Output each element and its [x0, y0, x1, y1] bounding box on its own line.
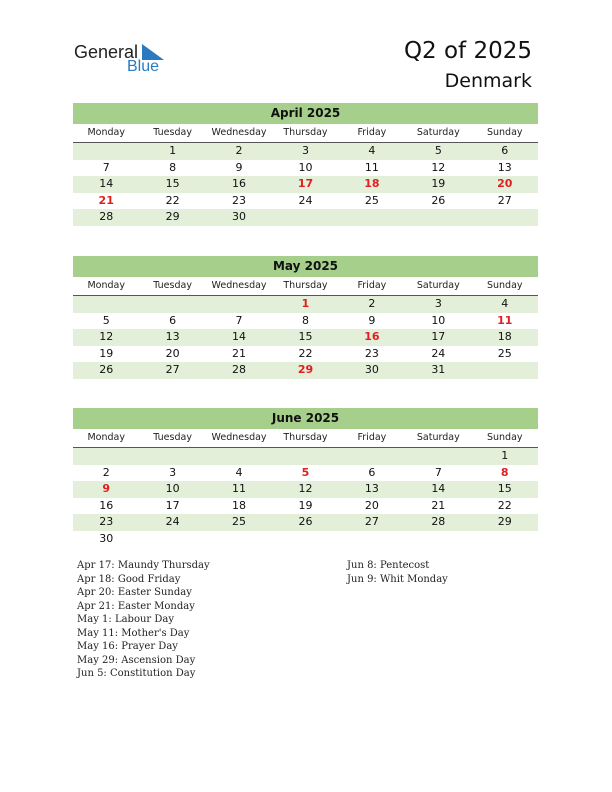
- day-cell: 21: [98, 193, 114, 207]
- week-row: [73, 346, 538, 363]
- month-header: June 2025: [73, 408, 538, 429]
- day-cell: [405, 448, 471, 465]
- day-cell: 9: [235, 160, 243, 174]
- holiday-note: Apr 18: Good Friday: [77, 573, 181, 585]
- day-of-week-label: Tuesday: [153, 432, 192, 443]
- day-cell: 13: [497, 160, 512, 174]
- day-cell: 16: [99, 498, 114, 512]
- day-cell: [73, 143, 139, 160]
- day-cell: 26: [298, 515, 313, 528]
- day-cell: 6: [501, 144, 509, 157]
- day-cell: 14: [431, 482, 446, 495]
- day-cell: 18: [497, 330, 512, 343]
- day-of-week-label: Saturday: [416, 280, 460, 291]
- day-cell: 22: [298, 346, 313, 360]
- day-of-week-label: Wednesday: [211, 280, 267, 291]
- day-cell: 19: [99, 346, 114, 360]
- day-cell: [472, 531, 538, 548]
- day-cell: 24: [165, 515, 180, 528]
- day-cell: [339, 531, 405, 548]
- day-cell: 10: [298, 160, 313, 174]
- day-cell: [472, 209, 538, 226]
- day-cell: 20: [497, 177, 513, 190]
- day-cell: 2: [102, 465, 110, 479]
- day-cell: [405, 531, 471, 548]
- day-cell: 7: [102, 160, 110, 174]
- day-of-week-label: Thursday: [283, 127, 328, 138]
- day-cell: [73, 296, 139, 313]
- day-cell: 6: [169, 313, 177, 327]
- week-row: [73, 329, 538, 346]
- day-cell: 14: [99, 177, 114, 190]
- day-cell: 17: [431, 330, 446, 343]
- day-cell: 7: [434, 465, 442, 479]
- day-cell: 25: [364, 193, 379, 207]
- page-subtitle: Denmark: [444, 70, 532, 92]
- day-cell: 19: [431, 177, 446, 190]
- day-cell: 17: [297, 177, 314, 190]
- day-cell: 18: [364, 177, 380, 190]
- day-cell: 25: [232, 515, 247, 528]
- day-cell: 16: [364, 330, 380, 343]
- day-cell: [405, 209, 471, 226]
- day-cell: 29: [497, 515, 512, 528]
- day-cell: 22: [165, 193, 180, 207]
- day-cell: 19: [298, 498, 313, 512]
- week-row: [73, 514, 538, 531]
- day-of-week-label: Monday: [87, 432, 125, 443]
- holiday-note: May 11: Mother's Day: [77, 627, 190, 639]
- day-cell: 28: [431, 515, 446, 528]
- month-header: April 2025: [73, 103, 538, 124]
- week-row: [73, 176, 538, 193]
- month-0: [73, 103, 538, 226]
- page-title: Q2 of 2025: [403, 38, 532, 64]
- holiday-notes-right: [347, 559, 448, 586]
- day-cell: 26: [431, 193, 446, 207]
- holiday-note: Jun 5: Constitution Day: [77, 668, 196, 679]
- month-2: [73, 408, 538, 547]
- day-cell: 30: [99, 531, 114, 545]
- day-cell: 16: [232, 177, 247, 190]
- day-cell: 8: [169, 160, 177, 174]
- holiday-note: Jun 9: Whit Monday: [347, 573, 448, 585]
- day-cell: 5: [102, 313, 110, 327]
- day-cell: [139, 448, 205, 465]
- day-cell: 11: [364, 160, 379, 174]
- day-cell: 5: [434, 144, 442, 157]
- day-cell: 3: [301, 144, 309, 157]
- week-row: [73, 296, 538, 313]
- week-row: [73, 448, 538, 465]
- day-cell: 23: [99, 515, 114, 528]
- day-of-week-label: Sunday: [486, 280, 523, 291]
- day-cell: 29: [297, 363, 314, 376]
- day-cell: 2: [368, 297, 376, 310]
- day-cell: 15: [298, 330, 313, 343]
- week-row: [73, 498, 538, 515]
- day-cell: 12: [99, 330, 114, 343]
- day-cell: [139, 296, 205, 313]
- day-cell: 9: [102, 482, 111, 495]
- month-header: May 2025: [73, 256, 538, 277]
- day-cell: 5: [301, 465, 310, 479]
- day-cell: 9: [368, 313, 376, 327]
- day-cell: [339, 209, 405, 226]
- week-row: [73, 209, 538, 226]
- day-of-week-label: Monday: [87, 127, 125, 138]
- day-cell: 6: [368, 465, 376, 479]
- day-cell: 1: [169, 144, 177, 157]
- day-cell: 4: [235, 465, 243, 479]
- day-cell: 27: [165, 363, 180, 376]
- day-cell: 30: [364, 363, 379, 376]
- day-cell: 25: [497, 346, 512, 360]
- day-cell: 10: [165, 482, 180, 495]
- day-cell: [73, 448, 139, 465]
- day-cell: 21: [431, 498, 446, 512]
- holiday-note: May 1: Labour Day: [77, 614, 174, 625]
- day-of-week-label: Tuesday: [153, 280, 192, 291]
- day-of-week-label: Wednesday: [211, 432, 267, 443]
- day-of-week-label: Monday: [87, 280, 125, 291]
- day-cell: 4: [501, 297, 509, 310]
- day-of-week-label: Thursday: [283, 280, 328, 291]
- holiday-note: May 29: Ascension Day: [77, 654, 196, 666]
- day-cell: 27: [497, 193, 512, 207]
- month-1: [73, 256, 538, 379]
- day-cell: 8: [301, 313, 309, 327]
- day-cell: 23: [364, 346, 379, 360]
- day-cell: [139, 531, 205, 548]
- day-cell: 22: [497, 498, 512, 512]
- day-cell: 14: [232, 330, 247, 343]
- day-of-week-label: Thursday: [283, 432, 328, 443]
- day-of-week-label: Friday: [357, 127, 387, 138]
- day-cell: [272, 531, 338, 548]
- day-cell: [339, 448, 405, 465]
- holiday-note: Apr 21: Easter Monday: [77, 600, 195, 612]
- day-of-week-label: Saturday: [416, 432, 460, 443]
- day-cell: 24: [431, 346, 446, 360]
- day-cell: 7: [235, 313, 243, 327]
- day-cell: 20: [364, 498, 379, 512]
- day-cell: [206, 296, 272, 313]
- day-of-week-row: [73, 277, 538, 296]
- day-cell: 24: [298, 193, 313, 207]
- day-cell: 30: [232, 210, 247, 223]
- day-of-week-label: Friday: [357, 432, 387, 443]
- week-row: [73, 465, 538, 482]
- holiday-note: May 16: Prayer Day: [77, 641, 178, 652]
- day-cell: 13: [165, 330, 180, 343]
- week-row: [73, 193, 538, 210]
- week-row: [73, 143, 538, 160]
- day-cell: 29: [165, 210, 180, 223]
- day-cell: 28: [99, 210, 114, 223]
- day-cell: 1: [501, 449, 509, 462]
- day-cell: [206, 448, 272, 465]
- day-cell: [206, 531, 272, 548]
- day-cell: 15: [165, 177, 180, 190]
- holiday-notes-left: [77, 559, 210, 681]
- day-cell: [472, 362, 538, 379]
- day-cell: 10: [431, 313, 446, 327]
- week-row: [73, 531, 538, 548]
- day-cell: 3: [169, 465, 177, 479]
- logo-blue-text: Blue: [127, 58, 160, 75]
- day-of-week-label: Wednesday: [211, 127, 267, 138]
- day-cell: 21: [232, 346, 247, 360]
- day-cell: 11: [232, 482, 247, 495]
- day-cell: 28: [232, 363, 247, 376]
- logo: [74, 42, 174, 82]
- day-cell: 2: [235, 144, 243, 157]
- day-cell: 17: [165, 498, 180, 512]
- week-row: [73, 313, 538, 330]
- day-cell: 12: [298, 482, 313, 495]
- holiday-note: Jun 8: Pentecost: [347, 560, 430, 571]
- day-cell: [272, 448, 338, 465]
- day-cell: 13: [364, 482, 379, 495]
- holiday-note: Apr 17: Maundy Thursday: [77, 560, 210, 571]
- day-of-week-label: Saturday: [416, 127, 460, 138]
- week-row: [73, 362, 538, 379]
- week-row: [73, 481, 538, 498]
- holiday-note: Apr 20: Easter Sunday: [77, 587, 192, 598]
- day-of-week-label: Sunday: [486, 127, 523, 138]
- day-cell: 1: [301, 297, 310, 310]
- day-cell: 15: [497, 482, 512, 495]
- day-of-week-row: [73, 429, 538, 448]
- day-cell: 3: [434, 297, 442, 310]
- day-cell: 31: [431, 363, 446, 376]
- day-cell: 26: [99, 363, 114, 376]
- day-cell: 11: [497, 313, 513, 327]
- day-cell: 8: [500, 465, 509, 479]
- day-of-week-label: Sunday: [486, 432, 523, 443]
- day-cell: [272, 209, 338, 226]
- day-cell: 18: [232, 498, 247, 512]
- day-cell: 20: [165, 346, 180, 360]
- day-cell: 23: [232, 193, 247, 207]
- day-cell: 27: [364, 515, 379, 528]
- day-of-week-label: Friday: [357, 280, 387, 291]
- logo-general-text: General: [74, 42, 139, 62]
- week-row: [73, 160, 538, 177]
- day-cell: 12: [431, 160, 446, 174]
- day-cell: 4: [368, 144, 376, 157]
- day-of-week-label: Tuesday: [153, 127, 192, 138]
- day-of-week-row: [73, 124, 538, 143]
